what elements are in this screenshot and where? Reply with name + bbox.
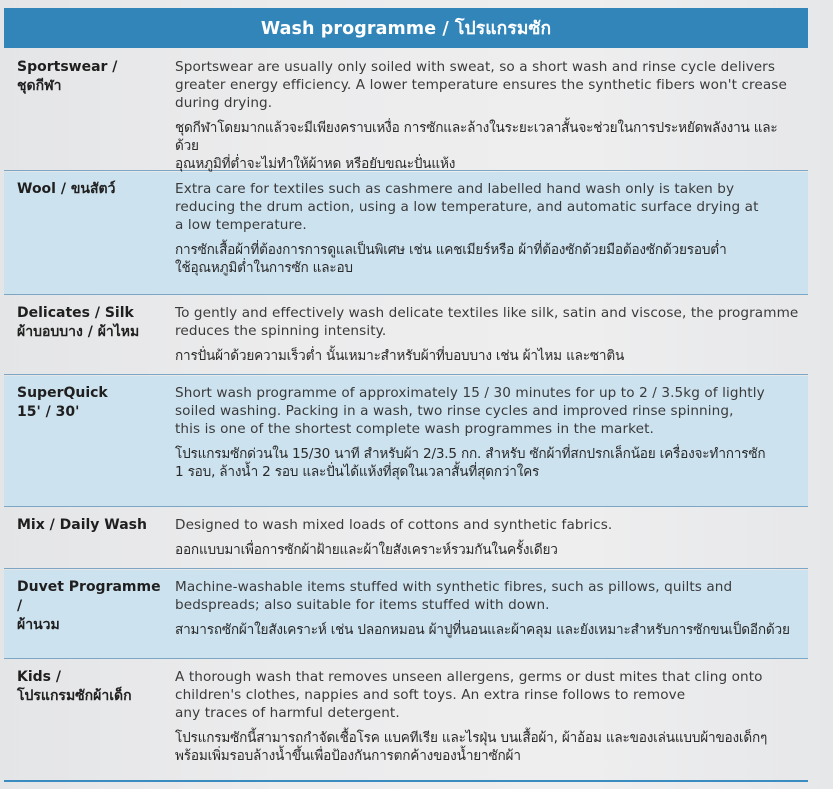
programme-description (175, 578, 801, 639)
programme-description (175, 384, 801, 481)
description-th: โปรแกรมซักนี้สามารถกำจัดเชื้อโรค แบคทีเรีย และไรฝุ่น บนเสื้อผ้า, ผ้าอ้อม และของเล่นแบบผ้าของเด็กๆ พร้อมเพิ่มรอบล้างน้ำขึ้นเพื่อป้องกันการตกค้างของน้ำยาซักผ้า (175, 730, 768, 764)
programme-row-duvet (4, 570, 808, 659)
programme-name: Duvet Programme / ผ้านวม (17, 579, 161, 633)
programme-description (175, 304, 801, 365)
description-en: Designed to wash mixed loads of cottons and synthetic fabrics. (175, 517, 613, 533)
table-bottom-border (4, 780, 808, 782)
programme-row-mix (4, 508, 808, 569)
programme-name: Sportswear / ชุดกีฬา (17, 59, 118, 94)
page-title: Wash programme / โปรแกรมซัก (4, 8, 808, 48)
programme-row-delicates (4, 296, 808, 375)
programme-name: Delicates / Silk ผ้าบอบบาง / ผ้าไหม (17, 305, 140, 340)
description-en: Extra care for textiles such as cashmere and labelled hand wash only is taken by reducing the drum action, using a low temperature, and automatic surface drying at a low temperature. (175, 181, 759, 233)
description-th: การซักเสื้อผ้าที่ต้องการการดูแลเป็นพิเศษ เช่น แคชเมียร์หรือ ผ้าที่ต้องซักด้วยมือต้องซักด้วยรอบต่ำ ใช้อุณหภูมิต่ำในการซัก และอบ (175, 242, 727, 276)
programme-name: SuperQuick 15' / 30' (17, 385, 108, 420)
description-en: Sportswear are usually only soiled with sweat, so a short wash and rinse cycle delivers greater energy efficiency. A lower temperature ensures the synthetic fibers won't crease during drying. (175, 59, 787, 111)
programme-description (175, 180, 801, 277)
programme-name: Kids / โปรแกรมซักผ้าเด็ก (17, 669, 132, 704)
description-th: โปรแกรมซักด่วนใน 15/30 นาที สำหรับผ้า 2/3.5 กก. สำหรับ ซักผ้าที่สกปรกเล็กน้อย เครื่องจะทำการซัก 1 รอบ, ล้างน้ำ 2 รอบ และปั่นได้แห้งที่สุดในเวลาสั้นที่สุดกว่าใคร (175, 446, 766, 480)
description-en: Machine-washable items stuffed with synthetic fibres, such as pillows, quilts and bedspreads; also suitable for items stuffed with down. (175, 579, 733, 613)
programme-row-superquick (4, 376, 808, 507)
programme-description (175, 668, 801, 765)
description-th: การปั่นผ้าด้วยความเร็วต่ำ นั้นเหมาะสำหรับผ้าที่บอบบาง เช่น ผ้าไหม และซาติน (175, 348, 625, 364)
description-en: A thorough wash that removes unseen allergens, germs or dust mites that cling onto children's clothes, nappies and soft toys. An extra rinse follows to remove any traces of harmful detergent. (175, 669, 763, 721)
description-th: ชุดกีฬาโดยมากแล้วจะมีเพียงคราบเหงื่อ การซักและล้างในระยะเวลาสั้นจะช่วยในการประหยัดพลังงาน และด้วย อุณหภูมิที่ต่ำจะไม่ทำให้ผ้าหด หรือยับขณะปั่นแห้ง (175, 120, 778, 172)
programme-row-kids (4, 660, 808, 778)
programme-row-wool (4, 172, 808, 295)
description-th: สามารถซักผ้าใยสังเคราะห์ เช่น ปลอกหมอน ผ้าปูที่นอนและผ้าคลุม และยังเหมาะสำหรับการซักขนเป็ดอีกด้วย (175, 622, 790, 638)
description-th: ออกแบบมาเพื่อการซักผ้าฝ้ายและผ้าใยสังเคราะห์รวมกันในครั้งเดียว (175, 542, 558, 558)
description-en: Short wash programme of approximately 15 / 30 minutes for up to 2 / 3.5kg of lightly soiled washing. Packing in a wash, two rinse cycles and improved rinse spinning, this is one of the shortest complete wash programmes in the market. (175, 385, 765, 437)
description-en: To gently and effectively wash delicate textiles like silk, satin and viscose, the programme reduces the spinning intensity. (175, 305, 799, 339)
programme-description (175, 58, 801, 173)
programme-row-sportswear (4, 50, 808, 171)
programme-name: Mix / Daily Wash (17, 517, 147, 533)
programme-description (175, 516, 801, 559)
programme-name: Wool / ขนสัตว์ (17, 181, 116, 197)
